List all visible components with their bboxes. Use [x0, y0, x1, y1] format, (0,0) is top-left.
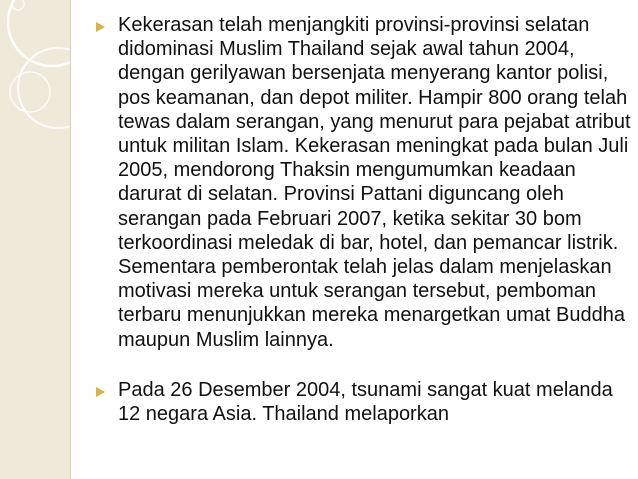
- circle-ornament-icon: [0, 0, 70, 479]
- bullet-arrow-icon: [96, 387, 105, 397]
- bullet-arrow-icon: [96, 22, 105, 32]
- bullet-text: Kekerasan telah menjangkiti provinsi-provinsi selatan didominasi Muslim Thailand sejak awal tahun 2004, dengan gerilyawan bersenjata menyerang kantor polisi, pos keamanan, dan depot militer. Hampir 800 orang telah tewas dalam serangan, yang menurut para pejabat atribut untuk militan Islam. Kekerasan meningkat pada bulan Juli 2005, mendorong Thaksin mengumumkan keadaan darurat di selatan. Provinsi Pattani diguncang oleh serangan pada Februari 2007, ketika sekitar 30 bom terkoordinasi meledak di bar, hotel, dan pemancar listrik. Sementara pemberontak telah jelas dalam menjelaskan motivasi mereka untuk serangan tersebut, pemboman terbaru menunjukkan mereka menargetkan umat Buddha maupun Muslim lainnya.: [118, 14, 631, 351]
- side-divider: [70, 0, 71, 479]
- bullet-item: [96, 378, 631, 426]
- bullet-item: [96, 13, 631, 352]
- decorative-side-panel: [0, 0, 70, 479]
- slide-body: [96, 13, 631, 452]
- bullet-text: Pada 26 Desember 2004, tsunami sangat kuat melanda 12 negara Asia. Thailand melaporkan: [118, 378, 613, 426]
